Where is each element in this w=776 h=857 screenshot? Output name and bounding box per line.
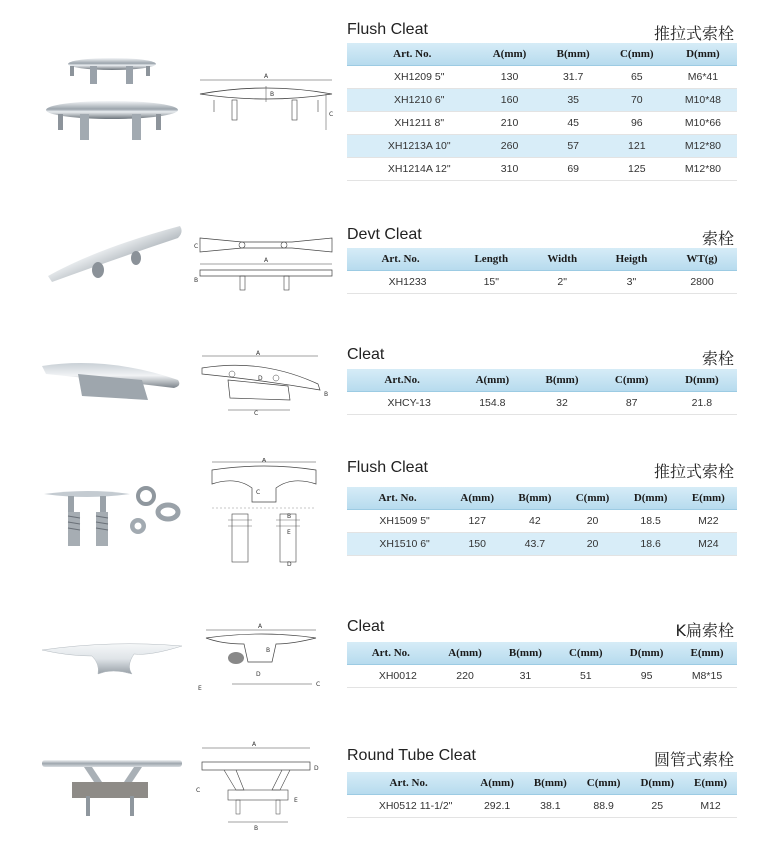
dim-label: C: [316, 681, 321, 688]
dim-label: E: [198, 685, 202, 692]
table-cell: M10*48: [669, 89, 737, 112]
table-cell: XH1209 5": [347, 66, 478, 89]
dim-label: E: [287, 529, 291, 536]
dim-label: C: [254, 410, 259, 416]
table-cell: 70: [605, 89, 669, 112]
column-header: C(mm): [597, 369, 667, 392]
table-cell: 45: [542, 112, 605, 135]
column-header: WT(g): [667, 248, 737, 271]
table-header-row: [347, 248, 737, 271]
table-cell: 3": [596, 271, 667, 294]
table-cell: XHCY-13: [347, 392, 457, 415]
technical-drawing: [192, 740, 340, 832]
dim-label: B: [266, 647, 271, 654]
spec-table: [347, 43, 737, 181]
table-cell: 87: [597, 392, 667, 415]
table-cell: 210: [478, 112, 542, 135]
technical-drawing: [192, 458, 340, 572]
column-header: B(mm): [524, 772, 577, 795]
product-photo: [38, 52, 186, 152]
dim-label: C: [256, 489, 261, 496]
table-row: [347, 392, 737, 415]
table-cell: XH1509 5": [347, 510, 448, 533]
column-header: B(mm): [542, 43, 605, 66]
table-cell: M10*66: [669, 112, 737, 135]
column-header: Art. No.: [347, 487, 448, 510]
technical-drawing: [192, 72, 340, 142]
table-cell: 20: [564, 510, 622, 533]
table-cell: M6*41: [669, 66, 737, 89]
table-cell: XH1510 6": [347, 533, 448, 556]
dim-label: D: [287, 561, 292, 568]
table-cell: 35: [542, 89, 605, 112]
table-row: [347, 665, 737, 688]
table-cell: 31: [495, 665, 555, 688]
table-cell: 51: [555, 665, 616, 688]
table-cell: XH1211 8": [347, 112, 478, 135]
table-cell: 43.7: [506, 533, 563, 556]
column-header: B(mm): [506, 487, 563, 510]
table-cell: 42: [506, 510, 563, 533]
column-header: B(mm): [495, 642, 555, 665]
table-row: [347, 135, 737, 158]
table-cell: 2800: [667, 271, 737, 294]
table-cell: 125: [605, 158, 669, 181]
table-header-row: [347, 642, 737, 665]
table-cell: 21.8: [667, 392, 737, 415]
table-cell: 160: [478, 89, 542, 112]
table-cell: M22: [680, 510, 737, 533]
table-row: [347, 510, 737, 533]
section-title-cn: 推拉式索栓: [653, 24, 734, 43]
column-header: A(mm): [435, 642, 496, 665]
table-header-row: [347, 772, 737, 795]
dim-label: A: [264, 73, 269, 80]
column-header: Art. No.: [347, 43, 478, 66]
technical-drawing: [192, 618, 340, 698]
product-photo: [38, 632, 186, 680]
column-header: Width: [528, 248, 595, 271]
table-cell: 2": [528, 271, 595, 294]
table-cell: 88.9: [577, 795, 631, 818]
table-cell: 25: [630, 795, 684, 818]
table-cell: 127: [448, 510, 506, 533]
section-title: Flush Cleat: [347, 459, 428, 476]
spec-table: [347, 487, 737, 556]
column-header: E(mm): [677, 642, 737, 665]
table-cell: M12*80: [669, 135, 737, 158]
section-title: Flush Cleat: [347, 21, 428, 38]
dim-label: C: [329, 111, 334, 118]
table-cell: 130: [478, 66, 542, 89]
table-cell: 292.1: [470, 795, 524, 818]
table-row: [347, 533, 737, 556]
table-cell: 31.7: [542, 66, 605, 89]
dim-label: B: [270, 91, 275, 98]
table-cell: 260: [478, 135, 542, 158]
column-header: E(mm): [680, 487, 737, 510]
dim-label: B: [254, 825, 259, 832]
table-cell: 18.6: [622, 533, 680, 556]
dim-label: A: [262, 458, 267, 464]
column-header: Length: [454, 248, 528, 271]
column-header: Art. No.: [347, 772, 470, 795]
table-cell: 65: [605, 66, 669, 89]
table-cell: 15": [454, 271, 528, 294]
dim-label: D: [314, 765, 319, 772]
dim-label: A: [252, 741, 257, 748]
technical-drawing: [192, 350, 340, 416]
column-header: B(mm): [527, 369, 596, 392]
table-cell: XH1233: [347, 271, 454, 294]
dim-label: B: [194, 277, 199, 284]
column-header: D(mm): [667, 369, 737, 392]
section-title-cn: 索栓: [701, 349, 734, 368]
dim-label: A: [258, 623, 263, 630]
table-header-row: [347, 487, 737, 510]
spec-table: [347, 642, 737, 688]
table-cell: 220: [435, 665, 496, 688]
dim-label: A: [264, 257, 269, 264]
table-cell: 18.5: [622, 510, 680, 533]
product-photo: [38, 752, 186, 818]
column-header: C(mm): [577, 772, 631, 795]
product-photo: [38, 482, 186, 552]
column-header: C(mm): [564, 487, 622, 510]
section-title: Cleat: [347, 346, 385, 363]
table-cell: M8*15: [677, 665, 737, 688]
column-header: D(mm): [616, 642, 677, 665]
dim-label: B: [324, 391, 329, 398]
table-row: [347, 795, 737, 818]
table-cell: XH1213A 10": [347, 135, 478, 158]
dim-label: C: [194, 243, 199, 250]
column-header: E(mm): [684, 772, 737, 795]
table-cell: 38.1: [524, 795, 577, 818]
spec-table: [347, 369, 737, 415]
product-photo: [38, 352, 186, 406]
table-cell: XH1214A 12": [347, 158, 478, 181]
column-header: Art. No.: [347, 248, 454, 271]
table-cell: M12*80: [669, 158, 737, 181]
spec-table: [347, 772, 737, 818]
column-header: D(mm): [630, 772, 684, 795]
table-cell: 310: [478, 158, 542, 181]
column-header: Heigth: [596, 248, 667, 271]
dim-label: D: [256, 671, 261, 678]
table-cell: 57: [542, 135, 605, 158]
section-title-cn: 索栓: [701, 229, 734, 248]
table-cell: XH0012: [347, 665, 435, 688]
table-row: [347, 66, 737, 89]
table-row: [347, 112, 737, 135]
dim-label: C: [196, 787, 201, 794]
column-header: A(mm): [448, 487, 506, 510]
column-header: A(mm): [457, 369, 527, 392]
column-header: C(mm): [555, 642, 616, 665]
section-title: Cleat: [347, 618, 385, 635]
table-cell: 20: [564, 533, 622, 556]
table-header-row: [347, 43, 737, 66]
column-header: Art. No.: [347, 642, 435, 665]
column-header: A(mm): [470, 772, 524, 795]
column-header: C(mm): [605, 43, 669, 66]
table-cell: M24: [680, 533, 737, 556]
dim-label: D: [258, 375, 263, 382]
section-title-cn: 圆管式索栓: [653, 750, 734, 769]
table-cell: 95: [616, 665, 677, 688]
column-header: A(mm): [478, 43, 542, 66]
table-cell: XH0512 11-1/2": [347, 795, 470, 818]
section-title-cn: K扁索栓: [675, 621, 734, 640]
table-cell: 32: [527, 392, 596, 415]
table-cell: 69: [542, 158, 605, 181]
section-title-cn: 推拉式索栓: [653, 462, 734, 481]
section-title: Round Tube Cleat: [347, 747, 476, 764]
table-cell: 154.8: [457, 392, 527, 415]
section-title: Devt Cleat: [347, 226, 422, 243]
table-row: [347, 271, 737, 294]
table-row: [347, 89, 737, 112]
product-photo: [38, 218, 186, 288]
table-header-row: [347, 369, 737, 392]
table-cell: M12: [684, 795, 737, 818]
spec-table: [347, 248, 737, 294]
column-header: D(mm): [669, 43, 737, 66]
dim-label: E: [294, 797, 298, 804]
table-cell: 96: [605, 112, 669, 135]
column-header: D(mm): [622, 487, 680, 510]
table-cell: 121: [605, 135, 669, 158]
dim-label: A: [256, 350, 261, 357]
table-cell: 150: [448, 533, 506, 556]
dim-label: B: [287, 513, 292, 520]
table-row: [347, 158, 737, 181]
column-header: Art.No.: [347, 369, 457, 392]
table-cell: XH1210 6": [347, 89, 478, 112]
technical-drawing: [192, 232, 340, 296]
